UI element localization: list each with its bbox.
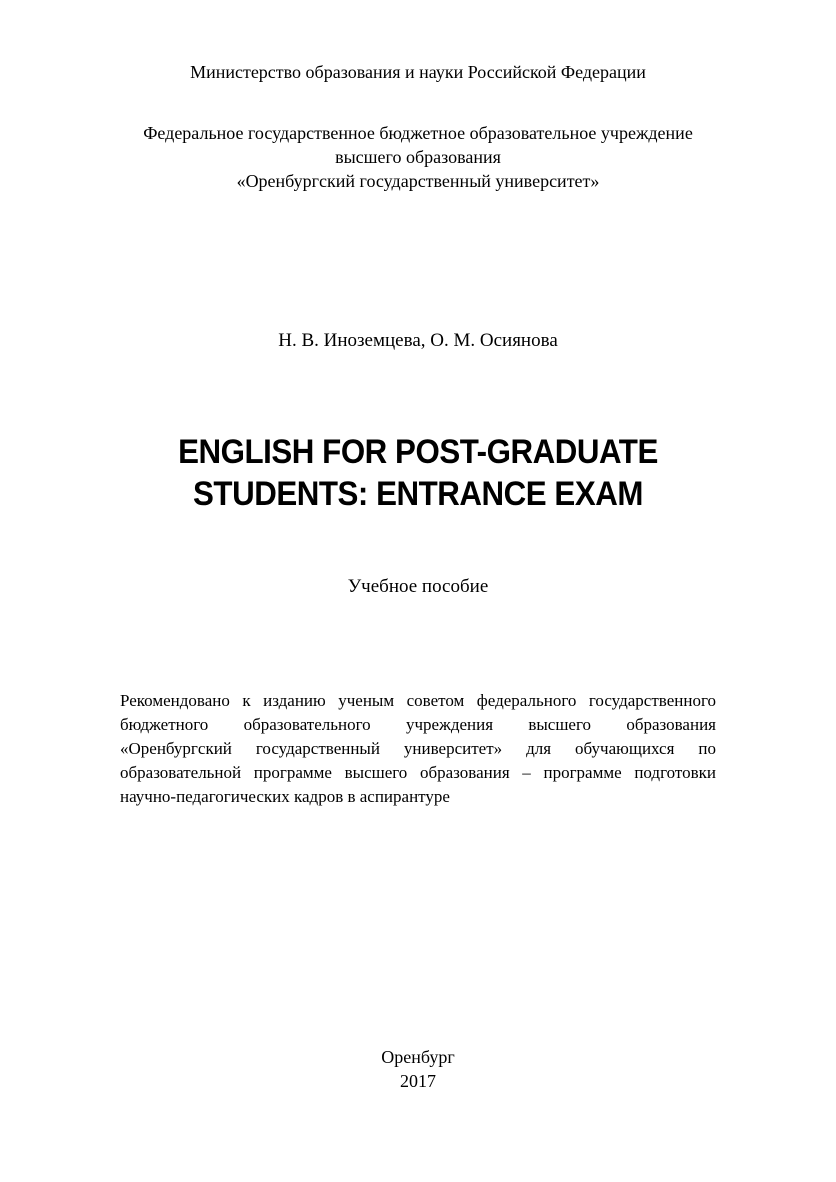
recommendation-line: образовательной программе высшего образования – программе подготовки — [120, 763, 716, 782]
recommendation-line: научно-педагогических кадров в аспирантуре — [120, 787, 450, 806]
book-title-line-1: ENGLISH FOR POST-GRADUATE — [178, 433, 658, 471]
book-subtitle: Учебное пособие — [347, 576, 489, 597]
recommendation-line: бюджетного образовательного учреждения высшего образования — [120, 715, 716, 734]
publication-city: Оренбург — [381, 1047, 455, 1067]
institution-line-3: «Оренбургский государственный университет» — [236, 171, 600, 191]
book-title — [33, 431, 802, 515]
authors: Н. В. Иноземцева, О. М. Осиянова — [278, 330, 558, 351]
recommendation-line: «Оренбургский государственный университет» для обучающихся по — [120, 739, 716, 758]
institution-block — [0, 121, 836, 193]
institution-line-1: Федеральное государственное бюджетное образовательное учреждение — [143, 123, 693, 143]
publication-year: 2017 — [400, 1071, 436, 1091]
book-title-line-2: STUDENTS: ENTRANCE EXAM — [193, 475, 643, 513]
ministry-heading: Министерство образования и науки Российской Федерации — [190, 62, 646, 82]
recommendation-paragraph — [120, 689, 716, 809]
recommendation-line: Рекомендовано к изданию ученым советом федерального государственного — [120, 691, 716, 710]
institution-line-2: высшего образования — [335, 147, 501, 167]
